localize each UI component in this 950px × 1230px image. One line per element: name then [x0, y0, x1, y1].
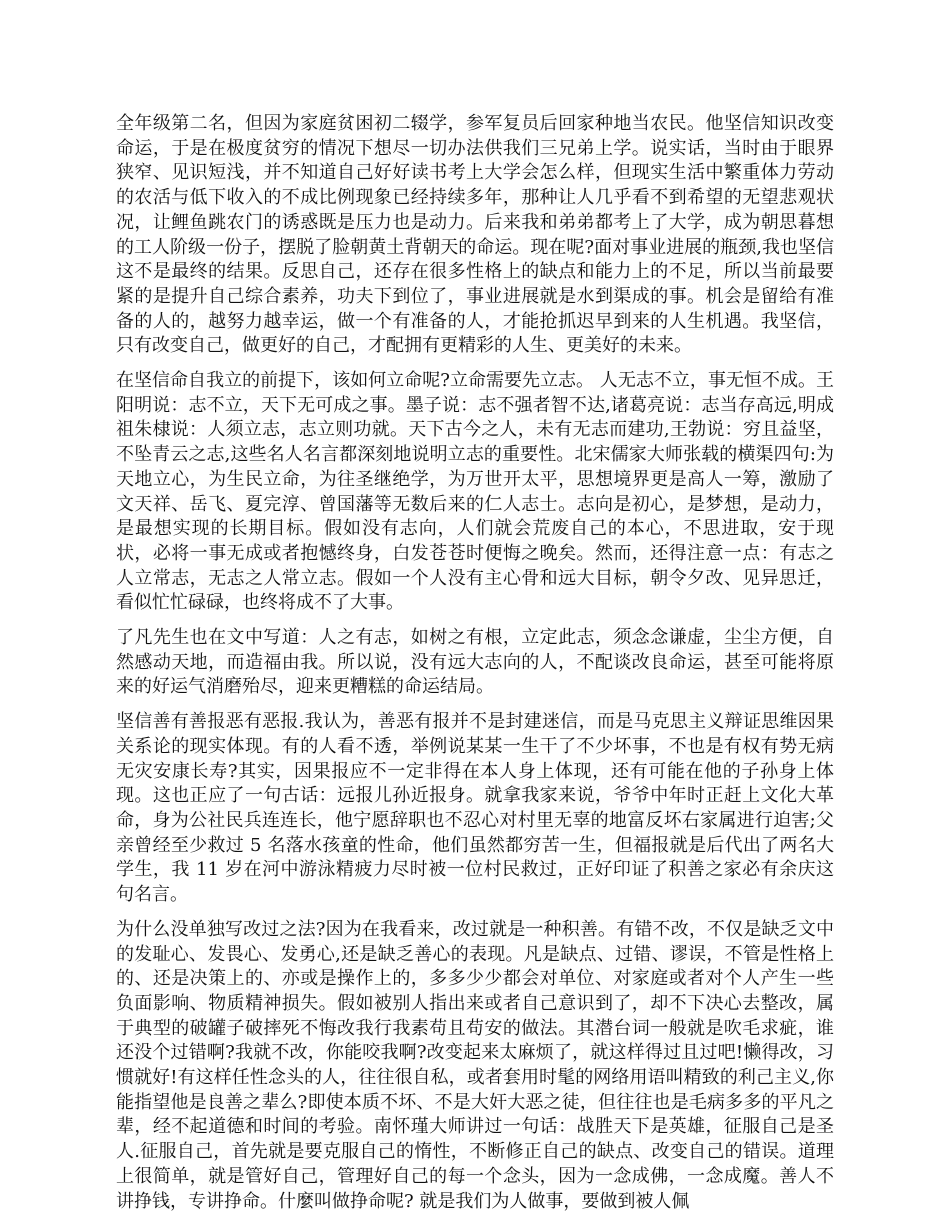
paragraph-1: 全年级第二名，但因为家庭贫困初二辍学，参军复员后回家种地当农民。他坚信知识改变命运，于是在极度贫穷的情况下想尽一切办法供我们三兄弟上学。说实话，当时由于眼界狭窄、见识短浅，并不知道自己好好读书考上大学会怎么样，但现实生活中繁重体力劳动的农活与低下收入的不成比例现象已经持续多年，那种让人几乎看不到希望的无望悲观状况，让鲤鱼跳农门的诱惑既是压力也是动力。后来我和弟弟都考上了大学，成为朝思暮想的工人阶级一份子，摆脱了脸朝黄土背朝天的命运。现在呢?面对事业进展的瓶颈,我也坚信这不是最终的结果。反思自己，还存在很多性格上的缺点和能力上的不足，所以当前最要紧的是提升自己综合素养，功夫下到位了，事业进展就是水到渠成的事。机会是留给有准备的人的，越努力越幸运，做一个有准备的人，才能抢抓迟早到来的人生机遇。我坚信，只有改变自己，做更好的自己，才配拥有更精彩的人生、更美好的未来。 [116, 113, 834, 357]
paragraph-5: 为什么没单独写改过之法?因为在我看来，改过就是一种积善。有错不改，不仅是缺乏文中的发耻心、发畏心、发勇心,还是缺乏善心的表现。凡是缺点、过错、谬误，不管是性格上的、还是决策上的、亦或是操作上的，多多少少都会对单位、对家庭或者对个人产生一些负面影响、物质精神损失。假如被别人指出来或者自己意识到了，却不下决心去整改，属于典型的破罐子破摔死不悔改我行我素苟且苟安的做法。其潜台词一般就是吹毛求疵，谁还没个过错啊?我就不改，你能咬我啊?改变起来太麻烦了，就这样得过且过吧!懒得改，习惯就好!有这样任性念头的人，往往很自私，或者套用时髦的网络用语叫精致的利己主义,你能指望他是良善之辈么?即使本质不坏、不是大奸大恶之徒，但往往也是毛病多多的平凡之辈，经不起道德和时间的考验。南怀瑾大师讲过一句话：战胜天下是英雄，征服自己是圣人.征服自己，首先就是要克服自己的惰性，不断修正自己的缺点、改变自己的错误。道理上很简单，就是管好自己，管理好自己的每一个念头，因为一念成佛，一念成魔。善人不讲挣钱，专讲挣命。什麼叫做挣命呢? 就是我们为人做事，要做到被人佩 [116, 918, 834, 1212]
paragraph-3: 了凡先生也在文中写道：人之有志，如树之有根，立定此志，须念念谦虚，尘尘方便，自然感动天地，而造福由我。所以说，没有远大志向的人，不配谈改良命运，甚至可能将原来的好运气消磨殆尽，迎来更糟糕的命运结局。 [116, 627, 834, 698]
document-body [116, 112, 834, 1224]
paragraph-4: 坚信善有善报恶有恶报.我认为，善恶有报并不是封建迷信，而是马克思主义辩证思维因果关系论的现实体现。有的人看不透，举例说某某一生干了不少坏事，不也是有权有势无病无灾安康长寿?其实，因果报应不一定非得在本人身上体现，还有可能在他的子孙身上体现。这也正应了一句古话：远报儿孙近报身。就拿我家来说，爷爷中年时正赶上文化大革命，身为公社民兵连连长，他宁愿辞职也不忍心对村里无辜的地富反坏右家属进行迫害;父亲曾经至少救过 5 名落水孩童的性命，他们虽然都穷苦一生，但福报就是后代出了两名大学生，我 11 岁在河中游泳精疲力尽时被一位村民救过，正好印证了积善之家必有余庆这句名言。 [116, 711, 834, 906]
paragraph-2: 在坚信命自我立的前提下，该如何立命呢?立命需要先立志。 人无志不立，事无恒不成。王阳明说：志不立，天下无可成之事。墨子说：志不强者智不达,诸葛亮说：志当存高远,明成祖朱棣说：人须立志，志立则功就。天下古今之人，未有无志而建功,王勃说：穷且益坚，不坠青云之志,这些名人名言都深刻地说明立志的重要性。北宋儒家大师张载的横渠四句:为天地立心，为生民立命，为往圣继绝学，为万世开太平，思想境界更是高人一筹，激励了文天祥、岳飞、夏完淳、曾国藩等无数后来的仁人志士。志向是初心，是梦想，是动力，是最想实现的长期目标。假如没有志向，人们就会荒废自己的本心，不思进取，安于现状，必将一事无成或者抱憾终身，白发苍苍时便悔之晚矣。然而，还得注意一点：有志之人立常志，无志之人常立志。假如一个人没有主心骨和远大目标，朝令夕改、见异思迁，看似忙忙碌碌，也终将成不了大事。 [116, 370, 834, 614]
